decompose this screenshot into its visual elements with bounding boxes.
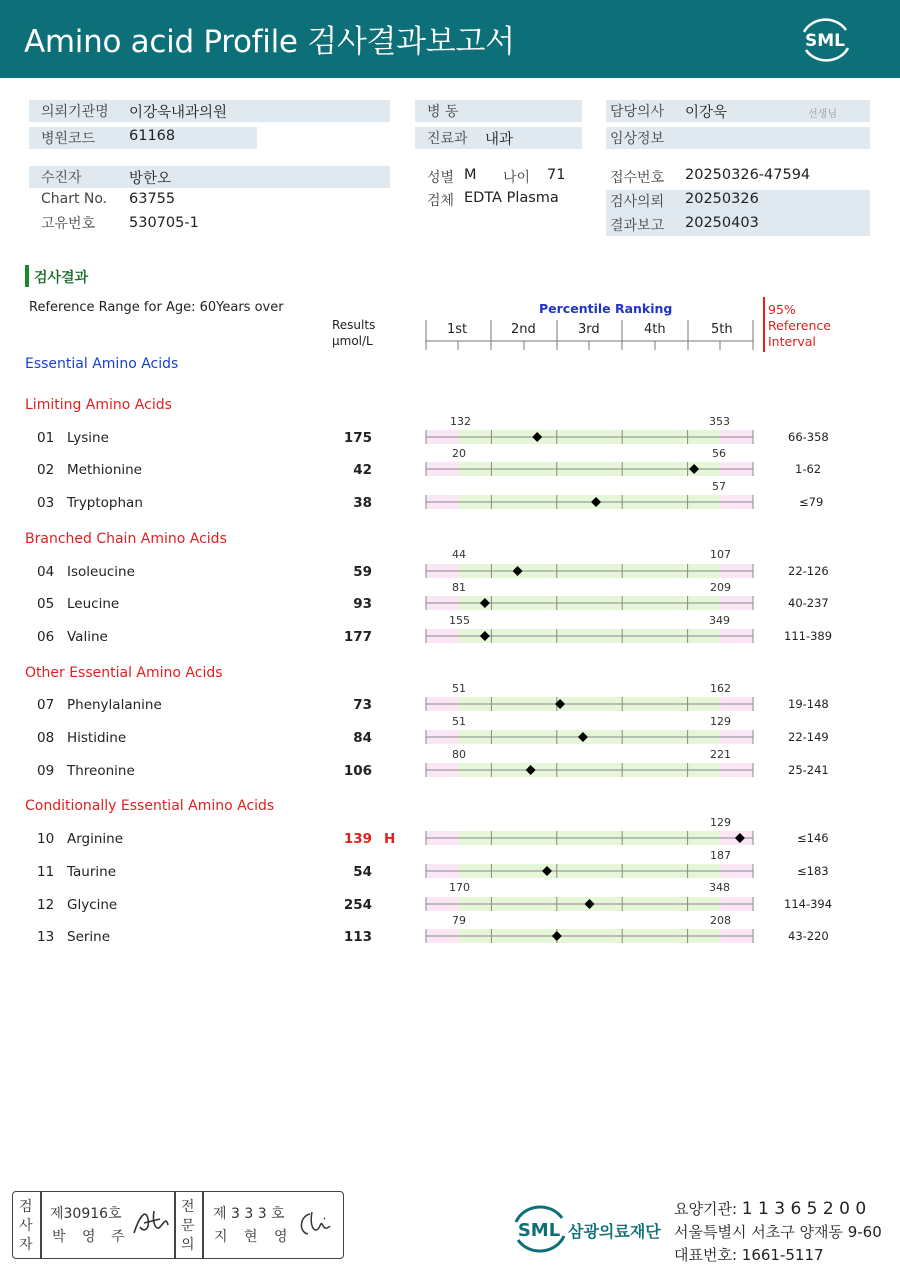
- section-title: 검사결과: [34, 270, 89, 286]
- row-result: 175: [343, 430, 372, 446]
- row-p95: 221: [710, 748, 731, 761]
- percentile-band: [420, 827, 760, 849]
- svg-text:SML: SML: [805, 31, 845, 51]
- percentile-band: [420, 893, 760, 915]
- hospital-code-value: 61168: [129, 128, 176, 144]
- row-number: 03: [37, 495, 55, 511]
- institution-label: 의뢰기관명: [41, 104, 109, 120]
- row-result: 139: [343, 831, 372, 847]
- row-result: 42: [353, 462, 372, 478]
- row-number: 02: [37, 462, 55, 478]
- row-analyte: Taurine: [67, 864, 117, 880]
- row-p5: 170: [449, 881, 470, 894]
- dept-label: 진료과: [427, 131, 468, 147]
- reference-header-interval: Interval: [768, 334, 816, 349]
- row-number: 04: [37, 564, 55, 580]
- ward-label: 병 동: [427, 104, 459, 120]
- row-number: 01: [37, 430, 55, 446]
- institution-value: 이강욱내과의원: [129, 105, 228, 121]
- request-value: 20250326: [685, 191, 759, 207]
- care-number: 1 1 3 6 5 2 0 0: [741, 1199, 867, 1219]
- chart-label: Chart No.: [41, 191, 108, 207]
- row-p5: 155: [449, 614, 470, 627]
- results-header-label: Results: [332, 318, 376, 332]
- row-p5: 44: [452, 548, 466, 561]
- row-p95: 208: [710, 914, 731, 927]
- report-date-label: 결과보고: [610, 218, 665, 234]
- svg-text:SML: SML: [517, 1220, 561, 1241]
- row-analyte: Threonine: [67, 763, 135, 779]
- results-header-unit: μmol/L: [332, 334, 373, 348]
- row-result: 84: [353, 730, 372, 746]
- hospital-code-label: 병원코드: [41, 131, 96, 147]
- signature-divider: [202, 1191, 204, 1259]
- dept-value: 내과: [485, 132, 514, 148]
- patient-value: 방한오: [129, 171, 172, 187]
- signature-divider: [40, 1191, 42, 1259]
- percentile-band: [420, 592, 760, 614]
- clinical-label: 임상정보: [610, 131, 665, 147]
- report-date-value: 20250403: [685, 215, 759, 231]
- row-p95: 107: [710, 548, 731, 561]
- row-result: 113: [343, 929, 372, 945]
- tester-signature: [130, 1205, 172, 1239]
- corp-name: 삼광의료재단: [568, 1222, 661, 1241]
- group-title-limiting: Limiting Amino Acids: [25, 397, 172, 413]
- row-result: 54: [353, 864, 372, 880]
- row-reference: 111-389: [784, 629, 833, 643]
- row-analyte: Leucine: [67, 596, 120, 612]
- percentile-band: [420, 693, 760, 715]
- row-result: 106: [343, 763, 372, 779]
- report-title: Amino acid Profile 검사결과보고서: [24, 24, 515, 60]
- sex-value: M: [464, 167, 477, 183]
- specialist-role-char: 문: [181, 1218, 195, 1234]
- row-p5: 51: [452, 682, 466, 695]
- reference-divider: [763, 297, 765, 352]
- specialist-name-char: 지: [214, 1229, 228, 1245]
- tester-id: 제30916호: [50, 1206, 122, 1222]
- quintile-5: 5th: [711, 322, 733, 337]
- row-reference: ≤183: [797, 864, 829, 878]
- care-number-line: [674, 1198, 866, 1219]
- chart-value: 63755: [129, 191, 176, 207]
- row-number: 13: [37, 929, 55, 945]
- row-result: 59: [353, 564, 372, 580]
- row-analyte: Histidine: [67, 730, 127, 746]
- percentile-band: [420, 426, 760, 448]
- row-analyte: Valine: [67, 629, 108, 645]
- uid-label: 고유번호: [41, 216, 96, 232]
- row-p95: 187: [710, 849, 731, 862]
- row-number: 11: [37, 864, 55, 880]
- percentile-band: [420, 726, 760, 748]
- row-p95: 209: [710, 581, 731, 594]
- row-p95: 129: [710, 816, 731, 829]
- quintile-3: 3rd: [578, 322, 600, 337]
- row-reference: 66-358: [788, 430, 829, 444]
- quintile-1: 1st: [447, 322, 468, 337]
- phone-label: 대표번호:: [674, 1246, 738, 1264]
- row-analyte: Phenylalanine: [67, 697, 162, 713]
- row-number: 09: [37, 763, 55, 779]
- row-p5: 20: [452, 447, 466, 460]
- row-p5: 81: [452, 581, 466, 594]
- row-p95: 129: [710, 715, 731, 728]
- row-analyte: Tryptophan: [67, 495, 143, 511]
- specialist-role-char: 의: [181, 1237, 195, 1253]
- row-result: 254: [343, 897, 372, 913]
- row-p95: 348: [709, 881, 730, 894]
- specialist-role-char: 전: [181, 1199, 195, 1215]
- specialist-name-char: 현: [244, 1229, 258, 1245]
- row-p95: 349: [709, 614, 730, 627]
- doctor-value: 이강욱: [685, 105, 728, 121]
- high-flag: H: [384, 831, 396, 847]
- row-p5: 79: [452, 914, 466, 927]
- patient-label: 수진자: [41, 170, 82, 186]
- percentile-scale: [0, 0, 900, 360]
- age-label: 나이: [503, 170, 531, 186]
- row-result: 177: [343, 629, 372, 645]
- row-analyte: Glycine: [67, 897, 118, 913]
- row-p5: 51: [452, 715, 466, 728]
- row-reference: 114-394: [784, 897, 833, 911]
- sml-footer-logo: [510, 1200, 570, 1258]
- row-analyte: Arginine: [67, 831, 124, 847]
- specimen-label: 검체: [427, 193, 455, 209]
- row-reference: ≤146: [797, 831, 829, 845]
- row-number: 12: [37, 897, 55, 913]
- row-reference: 19-148: [788, 697, 829, 711]
- row-number: 06: [37, 629, 55, 645]
- row-number: 10: [37, 831, 55, 847]
- specialist-id: 제 3 3 3 호: [213, 1206, 285, 1222]
- tester-name-char: 주: [111, 1229, 125, 1245]
- percentile-band: [420, 860, 760, 882]
- percentile-band: [420, 625, 760, 647]
- age-value: 71: [547, 167, 566, 183]
- row-analyte: Serine: [67, 929, 111, 945]
- request-label: 검사의뢰: [610, 194, 665, 210]
- tester-role-char: 검: [19, 1199, 33, 1215]
- percentile-band: [420, 458, 760, 480]
- row-result: 73: [353, 697, 372, 713]
- quintile-4: 4th: [644, 322, 666, 337]
- row-p95: 162: [710, 682, 731, 695]
- reference-header: [768, 302, 831, 350]
- row-analyte: Methionine: [67, 462, 142, 478]
- reference-header-ref: Reference: [768, 318, 831, 333]
- doctor-suffix: 선생님: [808, 109, 837, 120]
- group-title-branched: Branched Chain Amino Acids: [25, 531, 227, 547]
- receipt-value: 20250326-47594: [685, 167, 811, 183]
- address: 서울특별시 서초구 양재동 9-60: [674, 1223, 882, 1241]
- row-p95: 56: [712, 447, 726, 460]
- percentile-band: [420, 759, 760, 781]
- row-result: 38: [353, 495, 372, 511]
- row-reference: 40-237: [788, 596, 829, 610]
- row-p5: 80: [452, 748, 466, 761]
- row-number: 05: [37, 596, 55, 612]
- tester-role-char: 사: [19, 1218, 33, 1234]
- row-number: 07: [37, 697, 55, 713]
- specialist-name-char: 영: [274, 1229, 288, 1245]
- row-reference: 1-62: [795, 462, 822, 476]
- tester-name-char: 영: [82, 1229, 96, 1245]
- row-reference: 43-220: [788, 929, 829, 943]
- essential-title: Essential Amino Acids: [25, 356, 179, 372]
- row-p5: 132: [450, 415, 471, 428]
- reference-note: Reference Range for Age: 60Years over: [29, 300, 284, 315]
- specimen-value: EDTA Plasma: [464, 190, 559, 206]
- row-reference: ≤79: [799, 495, 824, 509]
- percentile-title: Percentile Ranking: [539, 301, 673, 316]
- row-p95: 57: [712, 480, 726, 493]
- reference-header-pct: 95%: [768, 302, 796, 317]
- doctor-label: 담당의사: [610, 104, 665, 120]
- tester-name-char: 박: [52, 1229, 66, 1245]
- phone-line: [674, 1244, 824, 1265]
- row-analyte: Isoleucine: [67, 564, 135, 580]
- sex-label: 성별: [427, 170, 455, 186]
- row-analyte: Lysine: [67, 430, 109, 446]
- row-reference: 22-126: [788, 564, 829, 578]
- group-title-other: Other Essential Amino Acids: [25, 665, 223, 681]
- receipt-label: 접수번호: [610, 170, 665, 186]
- row-number: 08: [37, 730, 55, 746]
- care-label: 요양기관:: [674, 1200, 738, 1218]
- specialist-signature: [294, 1208, 338, 1240]
- group-title-conditional: Conditionally Essential Amino Acids: [25, 798, 275, 814]
- row-p95: 353: [709, 415, 730, 428]
- percentile-band: [420, 560, 760, 582]
- row-reference: 22-149: [788, 730, 829, 744]
- signature-divider: [174, 1191, 176, 1259]
- phone-number: 1661-5117: [741, 1246, 824, 1264]
- percentile-band: [420, 491, 760, 513]
- row-reference: 25-241: [788, 763, 829, 777]
- row-result: 93: [353, 596, 372, 612]
- uid-value: 530705-1: [129, 215, 199, 231]
- quintile-2: 2nd: [511, 322, 536, 337]
- tester-role-char: 자: [19, 1237, 33, 1253]
- percentile-band: [420, 925, 760, 947]
